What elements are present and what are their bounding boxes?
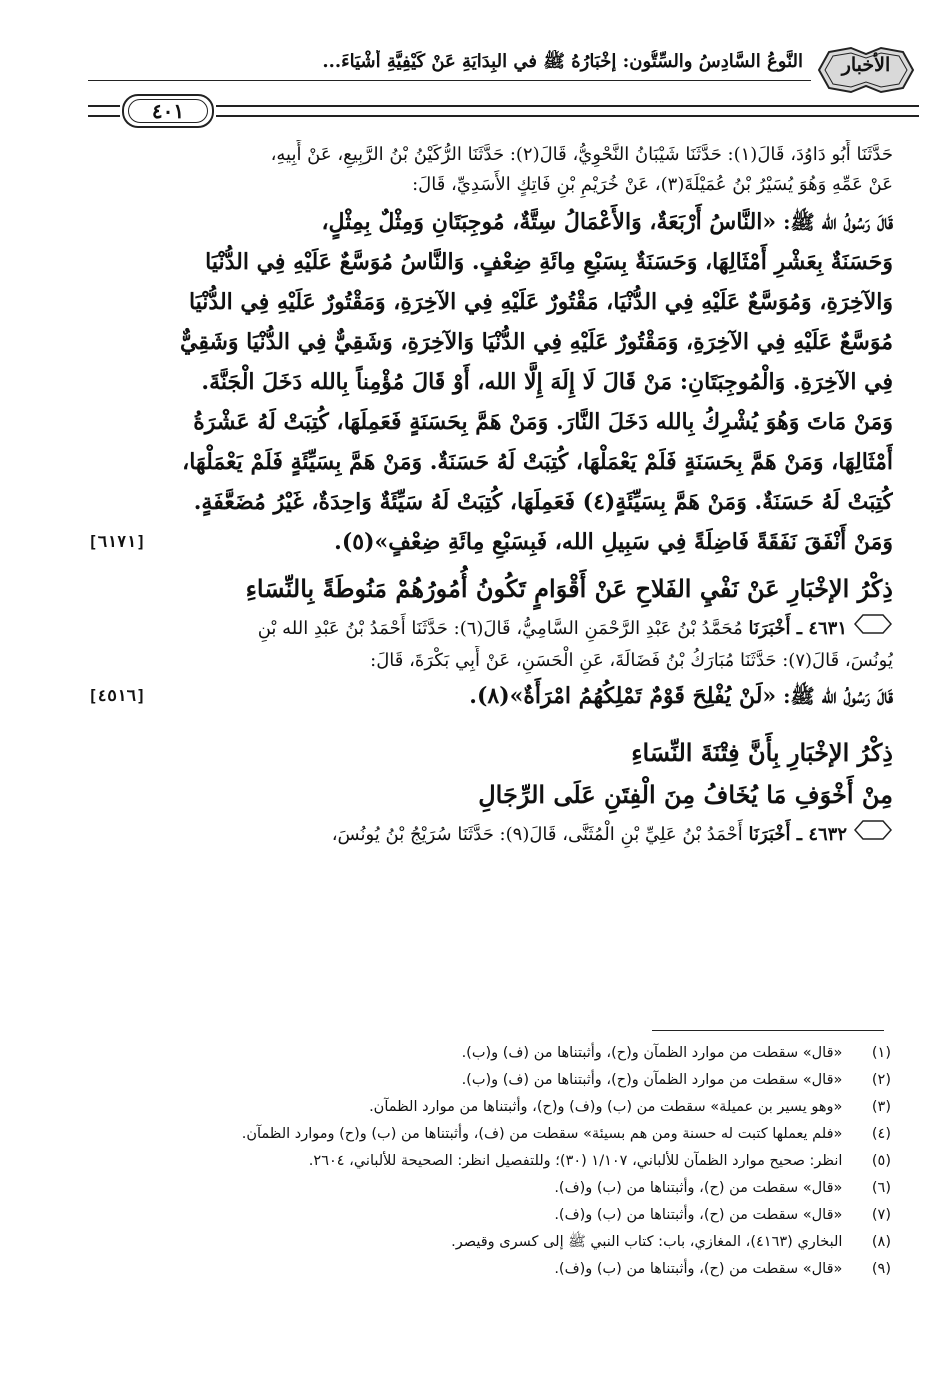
matn-line: وَحَسَنَةٌ بِعَشْرِ أَمْثَالِهَا، وَحَسَنَةٌ بِسَبْعِ مِائَةِ ضِعْفٍ. وَالنَّاسُ مُوَسَّعٌ عَلَيْهِ فِي الدُّنْيَا <box>205 249 893 275</box>
matn-line: فِي الآخِرَةِ. وَالْمُوجِبَتَانِ: مَنْ قَالَ لَا إِلَهَ إِلَّا الله، أَوْ قَالَ مُؤْمِناً بِالله دَخَلَ الْجَنَّةَ. <box>201 369 893 395</box>
footnote-text: «فلم يعملها كتبت له حسنة ومن هم بسيئة» سقطت من (ف)، وأثبتناها من (ب) و(ح) وموارد الظمآن. <box>241 1126 843 1142</box>
isnad-block <box>88 818 893 852</box>
isnad-line <box>88 818 893 852</box>
footnote-separator <box>652 1030 884 1031</box>
footnote <box>90 1148 891 1175</box>
page-header <box>88 44 921 123</box>
page-number-band <box>88 100 919 122</box>
header-rule <box>88 80 811 81</box>
footnote-text: «قال» سقطت من موارد الظمآن و(ح)، وأثبتناها من (ف) و(ب). <box>461 1072 843 1088</box>
khabar-icon <box>853 612 893 646</box>
footnote-number: (٨) <box>871 1234 891 1250</box>
footnote-number: (٤) <box>871 1126 891 1142</box>
page-number: ٤٠١ <box>122 94 214 128</box>
hadith-reference: [٦١٧١] <box>88 532 146 551</box>
khabar-icon <box>853 818 893 852</box>
section-badge <box>811 44 921 96</box>
matn-text: «النَّاسُ أَرْبَعَةٌ، وَالأَعْمَالُ سِتَّةٌ، مُوجِبَتَانِ وَمِثْلٌ بِمِثْلٍ، <box>321 209 777 235</box>
footnote <box>90 1067 891 1094</box>
hadith-number: ٤٦٣٢ ـ <box>790 824 847 845</box>
matn-line: وَمَنْ مَاتَ وَهُوَ يُشْرِكُ بِالله دَخَلَ النَّارَ. وَمَنْ هَمَّ بِحَسَنَةٍ فَعَمِلَهَا، كُتِبَتْ لَهُ عَشْرَةُ <box>193 409 893 435</box>
isnad-line: حَدَّثَنَا أَبُو دَاوُدَ، قَالَ(١): حَدَّثَنَا شَيْبَانُ النَّحْوِيُّ، قَالَ(٢): حَدَّثَنَا الرُّكَيْنُ بْنُ الرَّبِيعِ، عَنْ أَبِيهِ، <box>270 144 893 165</box>
footnote <box>90 1094 891 1121</box>
chapter-heading: مِنْ أَخْوَفِ مَا يُخَافُ مِنَ الْفِتَنِ عَلَى الرِّجَالِ <box>478 780 893 809</box>
akhbarana-label: أَخْبَرَنَا <box>748 618 791 639</box>
running-title: النَّوعُ السَّادِسُ والسِّتُّون: إخْبَارُهُ ﷺ في البِدَايَةِ عَنْ كَيْفِيَّةِ أَشْيَاءَ... <box>322 51 803 72</box>
footnote-number: (١) <box>871 1045 891 1061</box>
matn-line <box>88 676 893 716</box>
hadith-reference: [٤٥١٦] <box>88 686 146 705</box>
hadith-number: ٤٦٣١ ـ <box>790 618 847 639</box>
double-rule-right <box>216 105 919 117</box>
footnote-number: (٧) <box>871 1207 891 1223</box>
isnad-block <box>88 140 893 200</box>
footnote-text: «وهو يسير بن عميلة» سقطت من (ب) و(ف) و(ح)، وأثبتناها من موارد الظمآن. <box>369 1099 843 1115</box>
footnote-number: (٥) <box>871 1153 891 1169</box>
isnad-line: يُونُسَ، قَالَ(٧): حَدَّثَنَا مُبَارَكُ بْنُ فَضَالَةَ، عَنِ الْحَسَنِ، عَنْ أَبِي بَكْرَةَ، قَالَ: <box>370 650 893 671</box>
footnote <box>90 1175 891 1202</box>
footnote-text: «قال» سقطت من (ح)، وأثبتناها من (ب) و(ف). <box>554 1207 843 1223</box>
footnote <box>90 1229 891 1256</box>
footnote <box>90 1202 891 1229</box>
matn-line <box>88 522 893 562</box>
matn-line: وَالآخِرَةِ، وَمُوَسَّعٌ عَلَيْهِ فِي الدُّنْيَا، مَقْتُورٌ عَلَيْهِ فِي الآخِرَةِ، وَمَقْتُورٌ عَلَيْهِ فِي الدُّنْيَا <box>188 289 893 315</box>
chapter-heading: ذِكْرُ الإخْبَارِ بِأَنَّ فِتْنَةَ النِّسَاءِ <box>631 738 893 767</box>
chapter-heading-block <box>88 732 893 816</box>
footnote-text: انظر: صحيح موارد الظمآن للألباني، ١/١٠٧ (٣٠)؛ وللتفصيل انظر: الصحيحة للألباني، ٢٦٠٤. <box>308 1153 843 1169</box>
matn-line <box>88 202 893 242</box>
footnote-text: البخاري (٤١٦٣)، المغازي، باب: كتاب النبي ﷺ إلى كسرى وقيصر. <box>451 1234 843 1250</box>
footnote <box>90 1121 891 1148</box>
matn-text: «لَنْ يُفْلِحَ قَوْمٌ تَمْلِكُهُمُ امْرَأَةٌ»(٨). <box>469 683 777 709</box>
hadith-text <box>88 202 893 562</box>
isnad-text: أَحْمَدُ بْنُ عَلِيِّ بْنِ الْمُثَنَّى، قَالَ(٩): حَدَّثَنَا سُرَيْجُ بْنُ يُونُسَ، <box>331 824 749 845</box>
footnote-number: (٩) <box>871 1261 891 1277</box>
matn-line: مُوَسَّعٌ عَلَيْهِ فِي الآخِرَةِ، وَمَقْتُورٌ عَلَيْهِ فِي الدُّنْيَا وَالآخِرَةِ، وَشَقِيٌّ فِي الدُّنْيَا وَشَقِيٌّ <box>180 329 893 355</box>
footnote-number: (٢) <box>871 1072 891 1088</box>
section-badge-label: الأخبار <box>841 54 891 76</box>
footnote-text: «قال» سقطت من موارد الظمآن و(ح)، وأثبتناها من (ف) و(ب). <box>461 1045 843 1061</box>
matn-lead: قَالَ رَسُولُ الله ﷺ: <box>776 210 893 234</box>
matn-line: كُتِبَتْ لَهُ حَسَنَةٌ. وَمَنْ هَمَّ بِسَيِّئَةٍ(٤) فَعَمِلَهَا، كُتِبَتْ لَهُ سَيِّئَةٌ وَاحِدَةٌ، غَيْرُ مُضَعَّفَةٍ. <box>193 489 893 515</box>
main-text <box>88 140 893 852</box>
footnote-number: (٣) <box>871 1099 891 1115</box>
footnotes <box>90 1040 891 1283</box>
footnote-text: «قال» سقطت من (ح)، وأثبتناها من (ب) و(ف). <box>554 1261 843 1277</box>
matn-text: وَمَنْ أَنْفَقَ نَفَقَةً فَاضِلَةً فِي سَبِيلِ الله، فَبِسَبْعِ مِائَةِ ضِعْفٍ»(٥). <box>334 529 893 555</box>
footnote-text: «قال» سقطت من (ح)، وأثبتناها من (ب) و(ف). <box>554 1180 843 1196</box>
akhbarana-label: أَخْبَرَنَا <box>748 824 791 845</box>
isnad-line: عَنْ عَمِّهِ وَهُوَ يُسَيْرُ بْنُ عُمَيْلَةَ(٣)، عَنْ خُرَيْمِ بْنِ فَاتِكٍ الأَسَدِيِّ، قَالَ: <box>412 174 893 195</box>
isnad-line <box>88 612 893 646</box>
double-rule-left <box>88 105 120 117</box>
matn-lead: قَالَ رَسُولُ الله ﷺ: <box>776 684 893 708</box>
footnote-number: (٦) <box>871 1180 891 1196</box>
footnote <box>90 1256 891 1283</box>
hadith-text <box>88 676 893 716</box>
matn-line: أَمْثَالِهَا، وَمَنْ هَمَّ بِحَسَنَةٍ فَلَمْ يَعْمَلْهَا، كُتِبَتْ لَهُ حَسَنَةٌ. وَمَنْ هَمَّ بِسَيِّئَةٍ فَلَمْ يَعْمَلْهَا، <box>182 449 893 475</box>
chapter-heading: ذِكْرُ الإخْبَارِ عَنْ نَفْيِ الفَلاحِ عَنْ أَقْوَامٍ تَكُونُ أُمُورُهُمْ مَنُوطَةً بِالنِّسَاءِ <box>245 574 893 603</box>
isnad-block <box>88 612 893 676</box>
isnad-text: مُحَمَّدُ بْنُ عَبْدِ الرَّحْمَنِ السَّامِيُّ، قَالَ(٦): حَدَّثَنَا أَحْمَدُ بْنُ عَبْدِ الله بْنِ <box>257 618 749 639</box>
footnote <box>90 1040 891 1067</box>
